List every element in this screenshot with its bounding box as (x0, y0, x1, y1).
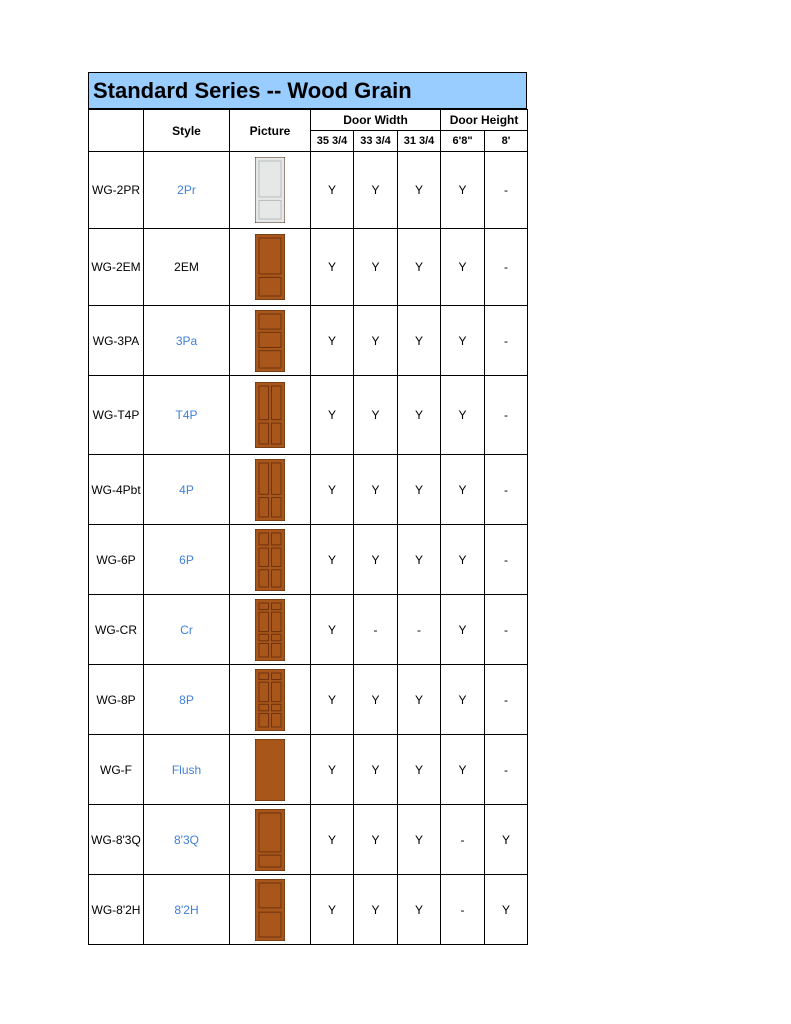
height-availability: - (485, 595, 528, 665)
width-availability: Y (354, 306, 398, 376)
door-2em-image (255, 234, 285, 300)
door-4p-image (255, 459, 285, 521)
table-row (89, 595, 528, 665)
height-availability: - (485, 376, 528, 455)
model-code: WG-T4P (89, 376, 144, 455)
width-availability: Y (311, 525, 354, 595)
width-availability: Y (311, 306, 354, 376)
model-code: WG-4Pbt (89, 455, 144, 525)
door-picture-cell (230, 595, 311, 665)
model-code: WG-8'3Q (89, 805, 144, 875)
style-link[interactable]: 2Pr (144, 152, 230, 229)
model-code: WG-8'2H (89, 875, 144, 945)
table-row (89, 455, 528, 525)
door-cr-image (255, 599, 285, 661)
door-picture-cell (230, 152, 311, 229)
width-availability: Y (398, 875, 441, 945)
door-rows (89, 152, 528, 945)
height-availability: - (485, 306, 528, 376)
width-header-2: 33 3/4 (354, 131, 398, 152)
model-code: WG-6P (89, 525, 144, 595)
height-availability: Y (441, 665, 485, 735)
width-availability: Y (354, 805, 398, 875)
door-2pr-image (255, 157, 285, 223)
model-code: WG-CR (89, 595, 144, 665)
code-header (89, 110, 144, 152)
width-availability: Y (354, 152, 398, 229)
width-availability: Y (398, 306, 441, 376)
width-availability: Y (354, 229, 398, 306)
door-82h-image (255, 879, 285, 941)
height-availability: Y (441, 595, 485, 665)
table-row (89, 735, 528, 805)
door-picture-cell (230, 875, 311, 945)
width-availability: Y (354, 455, 398, 525)
height-availability: Y (441, 376, 485, 455)
height-availability: - (485, 525, 528, 595)
width-availability: Y (398, 525, 441, 595)
width-availability: Y (398, 665, 441, 735)
height-availability: Y (441, 229, 485, 306)
style-link[interactable]: 8P (144, 665, 230, 735)
door-picture-cell (230, 805, 311, 875)
model-code: WG-3PA (89, 306, 144, 376)
model-code: WG-8P (89, 665, 144, 735)
height-availability: - (485, 229, 528, 306)
model-code: WG-F (89, 735, 144, 805)
door-83q-image (255, 809, 285, 871)
width-availability: - (354, 595, 398, 665)
width-availability: Y (311, 152, 354, 229)
door-picture-cell (230, 229, 311, 306)
height-header-1: 6'8" (441, 131, 485, 152)
model-code: WG-2EM (89, 229, 144, 306)
door-spec-table (88, 109, 528, 945)
height-availability: Y (485, 875, 528, 945)
door-3pa-image (255, 310, 285, 372)
height-availability: - (441, 875, 485, 945)
height-availability: - (441, 805, 485, 875)
width-availability: Y (398, 455, 441, 525)
height-availability: - (485, 455, 528, 525)
table-row (89, 229, 528, 306)
width-availability: Y (311, 376, 354, 455)
style-link[interactable]: 4P (144, 455, 230, 525)
width-availability: Y (398, 376, 441, 455)
style-link[interactable]: T4P (144, 376, 230, 455)
height-header-2: 8' (485, 131, 528, 152)
width-availability: Y (354, 376, 398, 455)
table-row (89, 376, 528, 455)
width-availability: Y (311, 455, 354, 525)
width-availability: Y (398, 229, 441, 306)
width-availability: Y (354, 525, 398, 595)
style-link[interactable]: 8'2H (144, 875, 230, 945)
height-availability: - (485, 735, 528, 805)
width-availability: Y (311, 875, 354, 945)
door-picture-cell (230, 455, 311, 525)
door-picture-cell (230, 525, 311, 595)
width-header-1: 35 3/4 (311, 131, 354, 152)
style-name: 2EM (144, 229, 230, 306)
width-availability: Y (311, 229, 354, 306)
style-link[interactable]: 6P (144, 525, 230, 595)
height-availability: Y (441, 152, 485, 229)
width-availability: Y (398, 805, 441, 875)
door-flush-image (255, 739, 285, 801)
style-header: Style (144, 110, 230, 152)
table-row (89, 152, 528, 229)
table-row (89, 875, 528, 945)
width-availability: Y (311, 735, 354, 805)
height-availability: Y (441, 525, 485, 595)
door-8p-image (255, 669, 285, 731)
height-availability: Y (485, 805, 528, 875)
width-availability: Y (311, 665, 354, 735)
height-availability: Y (441, 306, 485, 376)
table-row (89, 665, 528, 735)
table-row (89, 306, 528, 376)
door-picture-cell (230, 376, 311, 455)
width-availability: Y (311, 805, 354, 875)
width-availability: Y (398, 735, 441, 805)
width-availability: Y (311, 595, 354, 665)
height-availability: Y (441, 455, 485, 525)
width-availability: Y (354, 875, 398, 945)
door-height-header: Door Height (441, 110, 528, 131)
door-6p-image (255, 529, 285, 591)
style-link[interactable]: 3Pa (144, 306, 230, 376)
door-picture-cell (230, 735, 311, 805)
width-availability: - (398, 595, 441, 665)
door-picture-cell (230, 665, 311, 735)
width-header-3: 31 3/4 (398, 131, 441, 152)
door-t4p-image (255, 382, 285, 448)
width-availability: Y (354, 735, 398, 805)
height-availability: - (485, 152, 528, 229)
width-availability: Y (398, 152, 441, 229)
door-width-header: Door Width (311, 110, 441, 131)
style-link[interactable]: Flush (144, 735, 230, 805)
width-availability: Y (354, 665, 398, 735)
style-link[interactable]: Cr (144, 595, 230, 665)
style-link[interactable]: 8'3Q (144, 805, 230, 875)
height-availability: - (485, 665, 528, 735)
page-title: Standard Series -- Wood Grain (88, 72, 527, 109)
door-picture-cell (230, 306, 311, 376)
picture-header: Picture (230, 110, 311, 152)
table-row (89, 805, 528, 875)
model-code: WG-2PR (89, 152, 144, 229)
spec-sheet (88, 72, 527, 945)
height-availability: Y (441, 735, 485, 805)
table-row (89, 525, 528, 595)
